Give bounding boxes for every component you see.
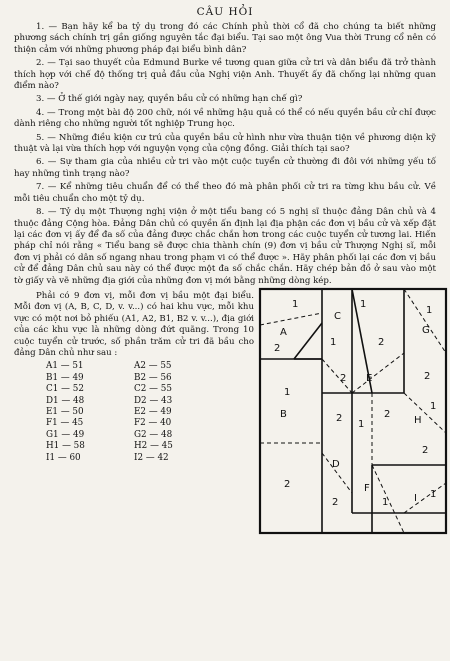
vote-cell: E2 — 49 xyxy=(134,407,172,417)
unit-label-c: C xyxy=(334,310,341,322)
unit-label-a: A xyxy=(280,326,287,338)
vote-cell: B2 — 56 xyxy=(134,372,172,383)
vote-cell: I1 — 60 xyxy=(46,452,81,463)
precinct-number: 1 xyxy=(292,298,299,310)
question-3: 3. — Ở thế giới ngày nay, quyền bầu cử có những hạn chế gì? xyxy=(36,94,303,105)
vote-cell: D2 — 43 xyxy=(134,395,173,406)
exercise-section xyxy=(14,291,436,541)
unit-labels xyxy=(280,311,430,504)
question-6: 6. — Sự tham gia của nhiều cử tri vào một cuộc tuyển cử thường đi đôi với những yếu tố hay những tình trạng nào? xyxy=(14,157,436,179)
precinct-number: 1 xyxy=(330,336,337,348)
precinct-number: 2 xyxy=(336,412,343,424)
question-5: 5. — Những điều kiện cư trú của quyền bầu cử hình như vừa thuận tiện về phương diện kỹ thuật và lại vừa thích hợp với nguyện vọng của cộng đồng. Giải thích tại sao? xyxy=(14,132,436,155)
vote-row xyxy=(46,441,254,452)
vote-cell: E1 — 50 xyxy=(46,407,84,417)
vote-cell: A1 — 51 xyxy=(46,361,84,372)
vote-row xyxy=(46,361,254,372)
precinct-number: 1 xyxy=(284,386,291,398)
precinct-number: 1 xyxy=(430,488,437,500)
precinct-number: 1 xyxy=(426,304,433,316)
unit-label-b: B xyxy=(280,408,287,420)
unit-label-e: E xyxy=(366,372,373,384)
vote-row xyxy=(46,407,254,418)
vote-cell: D1 — 48 xyxy=(46,395,85,406)
precinct-number: 1 xyxy=(382,496,389,508)
vote-cell: I2 — 42 xyxy=(134,452,169,463)
precinct-number: 1 xyxy=(358,418,365,430)
unit-label-d: D xyxy=(332,458,340,470)
question-4: 4. — Trong một bài độ 200 chữ, nói về những hậu quả có thể có nếu quyền bầu cử chỉ được dành riêng cho những người tốt nghiệp Trung học. xyxy=(14,107,436,130)
vote-row xyxy=(46,373,254,384)
vote-percentages xyxy=(46,361,254,464)
question-8: 8. — Tỷ dụ một Thượng nghị viện ở một tiểu bang có 5 nghị sĩ thuộc đảng Dân chủ và 4 thuộc đảng Cộng hòa. Đảng Dân chủ có quyền ấn định lại địa phận các đơn vị bầu cử và xếp đặt lại các đơn vị ấy để đa số của đảng được chắc chắn hơn trong các cuộc tuyển cử tương lai. Hiến pháp chỉ nói rằng « Tiểu bang sẽ được chia thành chín (9) đơn vị bầu cử Thượng Nghị sĩ, mỗi đơn vị phải có dân số ngang nhau trong phạm vi có thể được ». Hãy phân phối lại các đơn vị bầu cử để đảng Dân chủ sau này có thể được một đa số chắc chắn. Hãy chép bản đồ ở sau vào một tờ giấy và vẽ những địa giới của những đơn vị mới bằng những dòng kép. xyxy=(14,207,436,286)
vote-cell: B1 — 49 xyxy=(46,372,84,383)
question-7: 7. — Kể những tiêu chuẩn để có thể theo đó mà phân phối cử tri ra từng khu bầu cử. Về mỗi tiêu chuẩn cho một tỷ dụ. xyxy=(14,182,436,204)
question-1: 1. — Bạn hãy kể ba tỷ dụ trong đó các Chính phủ thời cổ đã cho chúng ta biết những phương sách chính trị gần giống nguyên tắc đại biểu. Tại sao một ông Vua thời Trung cổ nên có thiện cảm với những phương pháp đại biểu bình dân? xyxy=(14,22,436,55)
unit-label-g: G xyxy=(422,324,430,336)
district-map-figure xyxy=(254,283,450,543)
precinct-number: 2 xyxy=(424,370,431,382)
question-2: 2. — Tại sao thuyết của Edmund Burke về tương quan giữa cử tri và dân biểu đã trở thành thích hợp với chế độ thống trị quả đầu của Nghị viện Anh. Thuyết ấy đã chống lại những quan điểm nào? xyxy=(14,58,436,92)
unit-label-f: F xyxy=(364,482,370,494)
vote-cell: C2 — 55 xyxy=(134,384,172,395)
vote-row xyxy=(46,453,254,464)
district-map xyxy=(254,283,450,543)
vote-row xyxy=(46,396,254,407)
precinct-number: 2 xyxy=(274,342,281,354)
unit-label-h: H xyxy=(414,414,422,426)
exercise-instructions: Phải có 9 đơn vị, mỗi đơn vị bầu một đại biểu. Mỗi đơn vị (A, B, C, D, v. v...) có hai khu vực, mỗi khu vực có một nơi bỏ phiếu (A1, A2, B1, B2 v. v...), địa giới của các khu vực là những dòng đứt quãng. Trong 10 cuộc tuyển cử trước, số phần trăm cử tri đã bầu cho đảng Dân chủ như sau : xyxy=(14,290,254,358)
vote-row xyxy=(46,384,254,395)
unit-label-i: I xyxy=(414,492,417,504)
page-title: CÂU HỎI xyxy=(196,6,254,18)
vote-cell: C1 — 52 xyxy=(46,384,84,395)
vote-cell: G1 — 49 xyxy=(46,429,85,440)
vote-row xyxy=(46,430,254,441)
precinct-number: 1 xyxy=(430,400,437,412)
vote-cell: F1 — 45 xyxy=(46,418,84,429)
vote-cell: F2 — 40 xyxy=(134,418,172,429)
precinct-number: 2 xyxy=(422,444,429,456)
vote-cell: A2 — 55 xyxy=(134,361,172,372)
precinct-number: 2 xyxy=(340,372,347,384)
precinct-boundaries xyxy=(260,289,446,533)
precinct-number: 2 xyxy=(332,496,339,508)
precinct-number: 2 xyxy=(284,478,291,490)
vote-cell: H2 — 45 xyxy=(134,441,173,452)
vote-cell: G2 — 48 xyxy=(134,429,173,440)
vote-cell: H1 — 58 xyxy=(46,441,85,452)
map-border xyxy=(260,289,446,533)
precinct-number: 2 xyxy=(378,336,385,348)
precinct-number: 1 xyxy=(360,298,367,310)
vote-row xyxy=(46,418,254,429)
unit-boundaries xyxy=(260,289,446,533)
exercise-text xyxy=(14,291,254,464)
precinct-number: 2 xyxy=(384,408,391,420)
precinct-numbers xyxy=(274,299,436,508)
